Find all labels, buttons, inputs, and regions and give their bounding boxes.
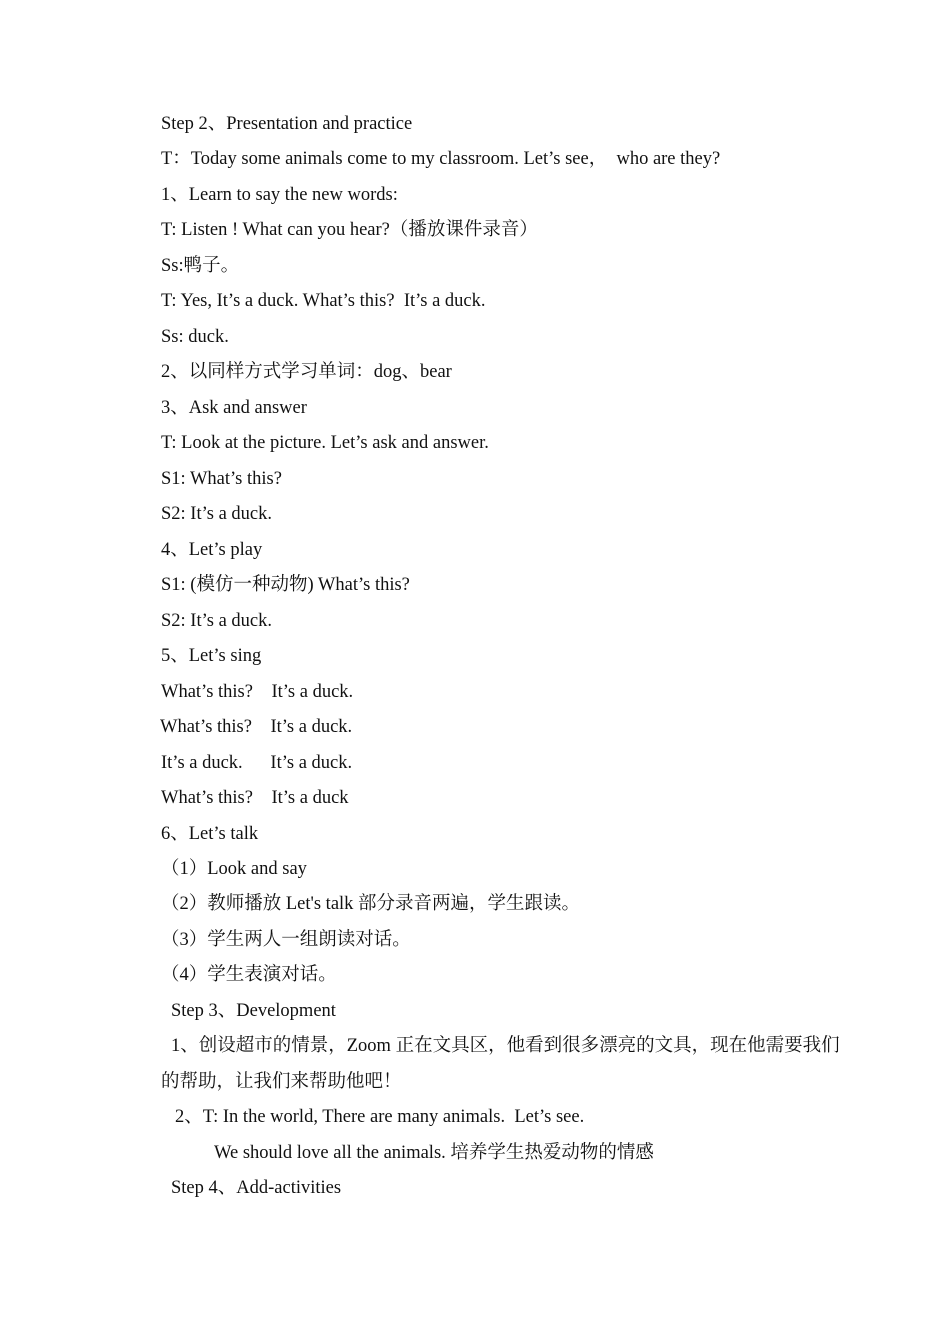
new-words-heading: 1、Learn to say the new words: — [161, 185, 398, 205]
students-repeat-line: Ss: duck. — [161, 327, 229, 347]
song-line-3: It’s a duck. It’s a duck. — [161, 753, 353, 773]
step2-heading: Step 2、Presentation and practice — [161, 114, 413, 134]
same-method-line: 2、以同样方式学习单词：dog、bear — [161, 362, 452, 382]
talk-item-1: （1）Look and say — [161, 859, 307, 879]
lets-play-heading: 4、Let’s play — [161, 540, 263, 560]
s1-imitate-line: S1: (模仿一种动物) What’s this? — [161, 575, 410, 595]
song-line-1: What’s this? It’s a duck. — [161, 682, 354, 702]
development-item-2-cont: We should love all the animals. 培养学生热爱动物的情感 — [214, 1143, 654, 1163]
s2-answer-line-2: S2: It’s a duck. — [161, 611, 272, 631]
s1-question-line: S1: What’s this? — [161, 469, 282, 489]
talk-item-3: （3）学生两人一组朗读对话。 — [161, 930, 411, 950]
talk-item-4: （4）学生表演对话。 — [161, 965, 337, 985]
teacher-intro-line: T：Today some animals come to my classroom. Let’s see， who are they? — [161, 149, 721, 169]
development-item-1-cont: 的帮助，让我们来帮助他吧！ — [161, 1072, 402, 1092]
development-item-1: 1、创设超市的情景，Zoom 正在文具区，他看到很多漂亮的文具，现在他需要我们 — [171, 1036, 840, 1056]
look-picture-line: T: Look at the picture. Let’s ask and answer. — [161, 433, 489, 453]
step3-heading: Step 3、Development — [171, 1001, 336, 1021]
ask-answer-heading: 3、Ask and answer — [161, 398, 307, 418]
step4-heading: Step 4、Add-activities — [171, 1178, 342, 1198]
lets-talk-heading: 6、Let’s talk — [161, 824, 259, 844]
students-duck-line: Ss:鸭子。 — [161, 256, 240, 276]
teacher-duck-line: T: Yes, It’s a duck. What’s this? It’s a duck. — [161, 291, 486, 311]
song-line-2: What’s this? It’s a duck. — [160, 717, 353, 737]
s2-answer-line: S2: It’s a duck. — [161, 504, 272, 524]
development-item-2: 2、T: In the world, There are many animals. Let’s see. — [175, 1107, 585, 1127]
song-line-4: What’s this? It’s a duck — [161, 788, 349, 808]
lets-sing-heading: 5、Let’s sing — [161, 646, 262, 666]
talk-item-2: （2）教师播放 Let's talk 部分录音两遍，学生跟读。 — [161, 894, 581, 914]
listen-line: T: Listen ! What can you hear?（播放课件录音） — [161, 220, 538, 240]
